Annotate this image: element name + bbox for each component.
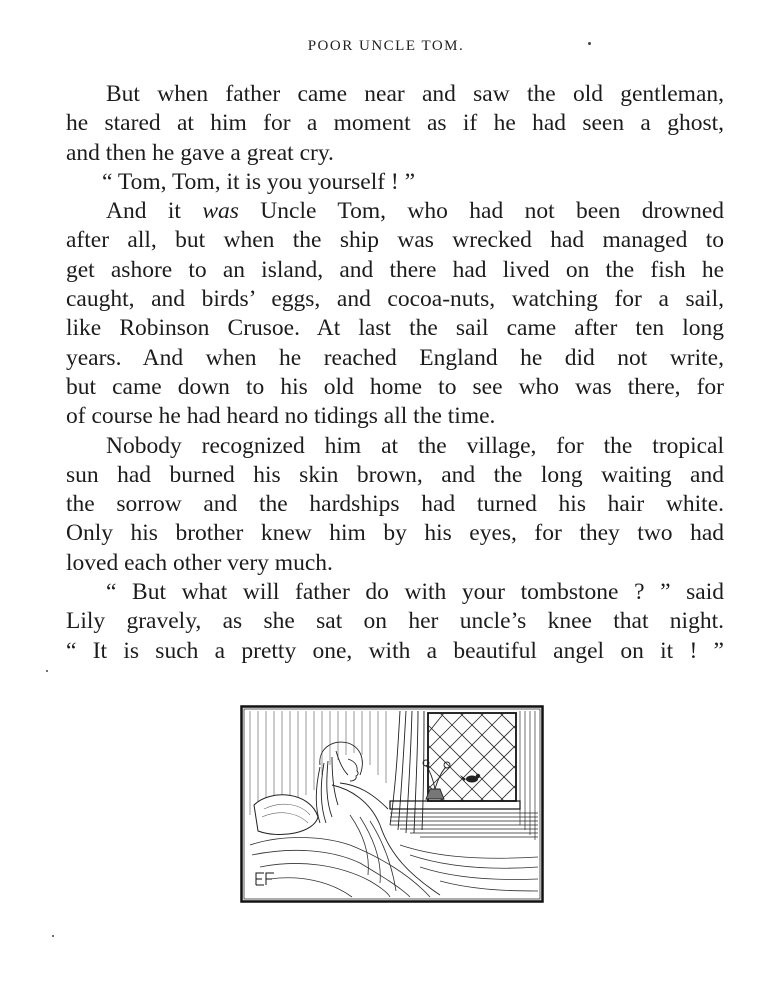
- text-line: caught, and birds’ eggs, and cocoa-nuts, watching for a sail,: [66, 286, 724, 313]
- text-line: “ Tom, Tom, it is you yourself ! ”: [102, 168, 416, 195]
- text-line: but came down to his old home to see who was there, for: [66, 373, 724, 400]
- text-line: Lily gravely, as she sat on her uncle’s knee that night.: [66, 608, 724, 635]
- text-line: get ashore to an island, and there had lived on the fish he: [66, 256, 724, 283]
- text-line: Only his brother knew him by his eyes, for they two had: [66, 520, 724, 547]
- illustration-girl-in-bed: [240, 705, 544, 903]
- text-line: But when father came near and saw the old gentleman,: [106, 81, 724, 107]
- text-line: “ But what will father do with your tombstone ? ” said: [106, 579, 724, 606]
- ink-speck: [46, 670, 48, 672]
- text-line: sun had burned his skin brown, and the long waiting and: [66, 461, 724, 488]
- text-line-with-italic: [66, 197, 724, 226]
- ink-speck: [52, 935, 54, 937]
- engraving: [240, 705, 544, 903]
- text-run: And it: [106, 198, 203, 225]
- italic-word: was: [202, 198, 239, 225]
- text-line: and then he gave a great cry.: [66, 139, 334, 166]
- text-line: the sorrow and the hardships had turned his hair white.: [66, 491, 724, 518]
- text-line: Nobody recognized him at the village, for the tropical: [106, 432, 724, 459]
- running-head: POOR UNCLE TOM.: [307, 38, 465, 54]
- text-line: after all, but when the ship was wrecked had managed to: [66, 227, 724, 254]
- ink-speck: [588, 42, 591, 45]
- text-line: years. And when he reached England he did not write,: [66, 344, 724, 371]
- text-line: like Robinson Crusoe. At last the sail came after ten long: [66, 315, 724, 342]
- body-text: [66, 80, 724, 666]
- text-line: loved each other very much.: [66, 549, 333, 576]
- text-run: Uncle Tom, who had not been drowned: [238, 198, 724, 225]
- text-line: he stared at him for a moment as if he had seen a ghost,: [66, 110, 724, 137]
- text-line: “ It is such a pretty one, with a beautiful angel on it ! ”: [66, 637, 724, 664]
- text-line: of course he had heard no tidings all the time.: [66, 403, 496, 430]
- window: [428, 713, 516, 801]
